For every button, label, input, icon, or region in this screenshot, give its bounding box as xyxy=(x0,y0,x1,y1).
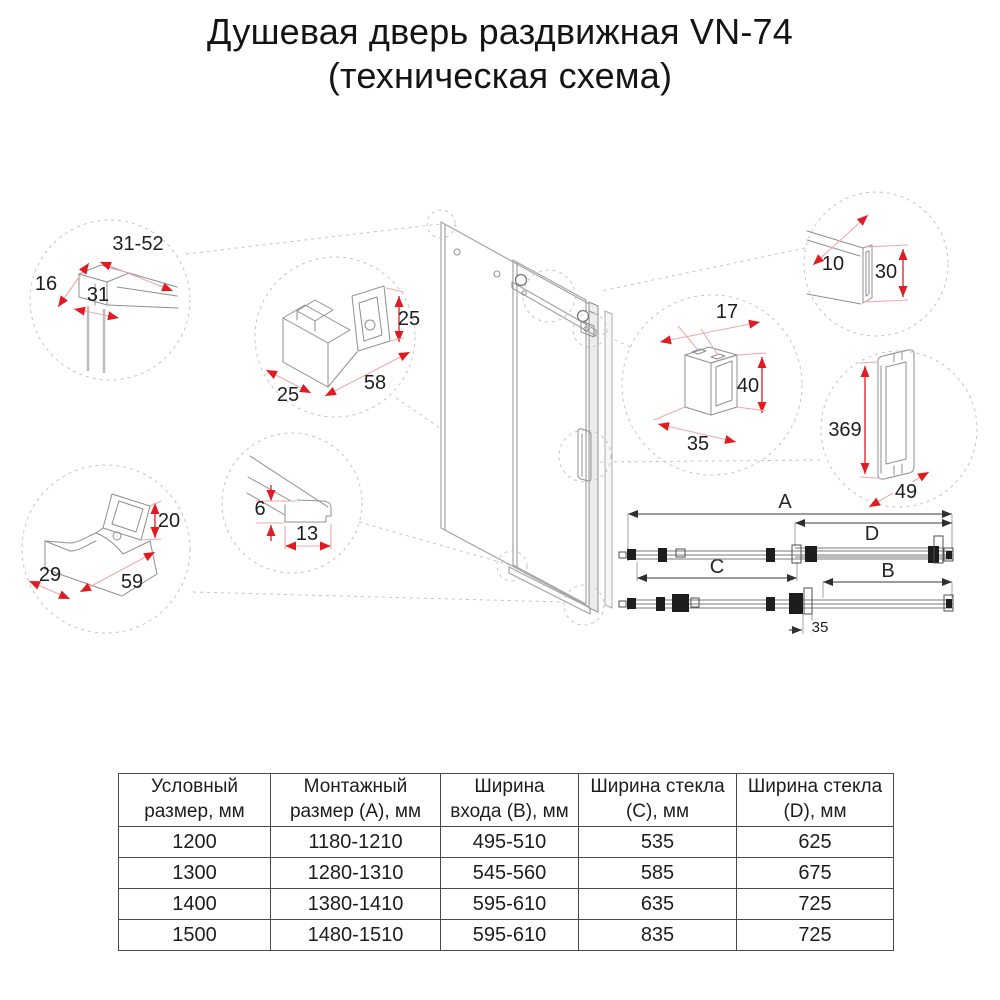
table-cell: 1400 xyxy=(119,889,271,920)
table-row xyxy=(119,827,894,858)
dim-seal-height: 6 xyxy=(254,498,266,520)
dim-wall-profile-depth: 16 xyxy=(34,273,58,295)
dim-roller-carriage-depth: 25 xyxy=(276,384,300,406)
detail-bottom-guide-view xyxy=(22,465,190,633)
plan-label-d: D xyxy=(864,523,880,545)
table-cell: 635 xyxy=(579,889,737,920)
sliding-glass-panel xyxy=(513,260,586,604)
plan-bottom-rail-view xyxy=(619,588,953,614)
table-header-entry-width: Ширина входа (B), мм xyxy=(441,774,579,827)
dim-roller-carriage-length: 58 xyxy=(363,372,387,394)
detail-circle xyxy=(622,295,802,475)
dim-bottom-guide-depth: 29 xyxy=(38,564,62,586)
table-cell: 1300 xyxy=(119,858,271,889)
table-cell: 675 xyxy=(737,858,894,889)
dim-bottom-guide-length: 59 xyxy=(120,571,144,593)
table-cell: 1280-1310 xyxy=(271,858,441,889)
table-header-row xyxy=(119,774,894,827)
dim-wall-bracket-top: 17 xyxy=(715,301,739,323)
table-cell: 1380-1410 xyxy=(271,889,441,920)
dim-seal-width: 13 xyxy=(295,523,319,545)
detail-wall-bracket-view xyxy=(622,295,802,475)
table-cell: 1500 xyxy=(119,920,271,951)
detail-seal-profile-view xyxy=(222,433,362,573)
table-cell: 535 xyxy=(579,827,737,858)
dim-bottom-guide-height: 20 xyxy=(157,510,181,532)
table-cell: 585 xyxy=(579,858,737,889)
dim-wall-profile-range: 31-52 xyxy=(112,233,164,255)
title-line-2: (техническая схема) xyxy=(327,54,673,96)
leader-lines xyxy=(186,224,820,602)
plan-label-c: C xyxy=(709,556,725,578)
table-cell: 595-610 xyxy=(441,889,579,920)
dim-wall-bracket-bottom: 35 xyxy=(686,433,710,455)
dim-tube-height: 30 xyxy=(874,261,898,283)
glass-hole xyxy=(494,271,500,277)
table-cell: 625 xyxy=(737,827,894,858)
table-cell: 725 xyxy=(737,889,894,920)
detail-circle xyxy=(222,433,362,573)
dim-handle-width: 49 xyxy=(894,481,918,503)
table-cell: 1480-1510 xyxy=(271,920,441,951)
dim-wall-profile-width: 31 xyxy=(86,284,110,306)
plan-label-offset: 35 xyxy=(811,619,829,636)
dim-handle-height: 369 xyxy=(828,419,862,441)
plan-label-b: B xyxy=(881,560,895,582)
table-row xyxy=(119,889,894,920)
table-cell: 1200 xyxy=(119,827,271,858)
table-row xyxy=(119,858,894,889)
dim-roller-carriage-height: 25 xyxy=(397,308,421,330)
detail-circle xyxy=(22,465,190,633)
table-cell: 595-610 xyxy=(441,920,579,951)
detail-handle-view xyxy=(821,350,977,507)
table-cell: 725 xyxy=(737,920,894,951)
detail-top-tube-profile-view xyxy=(804,192,948,336)
dim-tube-thickness: 10 xyxy=(821,253,845,275)
table-row xyxy=(119,920,894,951)
table-header-mounting-size: Монтажный размер (А), мм xyxy=(271,774,441,827)
plan-top-rail-view xyxy=(619,536,953,563)
plan-dimensions xyxy=(628,491,952,636)
table-header-glass-d-width: Ширина стекла (D), мм xyxy=(737,774,894,827)
table-cell: 545-560 xyxy=(441,858,579,889)
door-frame-profile xyxy=(589,302,598,612)
dim-wall-bracket-height: 40 xyxy=(736,375,760,397)
wall-profile-bar xyxy=(605,311,612,608)
door-assembly-view xyxy=(427,210,612,625)
roller-wheel xyxy=(516,275,527,286)
plan-label-a: A xyxy=(778,491,792,513)
table-header-nominal-size: Условный размер, мм xyxy=(119,774,271,827)
dimensions-table xyxy=(118,773,894,951)
detail-circle xyxy=(30,220,190,380)
table-cell: 835 xyxy=(579,920,737,951)
roller-wheel xyxy=(578,311,589,322)
table-cell: 1180-1210 xyxy=(271,827,441,858)
detail-wall-profile-view xyxy=(30,220,190,380)
glass-hole xyxy=(454,249,460,255)
table-header-glass-c-width: Ширина стекла (C), мм xyxy=(579,774,737,827)
bottom-rail xyxy=(509,567,590,608)
table-cell: 495-510 xyxy=(441,827,579,858)
title-line-1: Душевая дверь раздвижная VN-74 xyxy=(207,11,793,52)
detail-roller-carriage-view xyxy=(255,257,420,417)
